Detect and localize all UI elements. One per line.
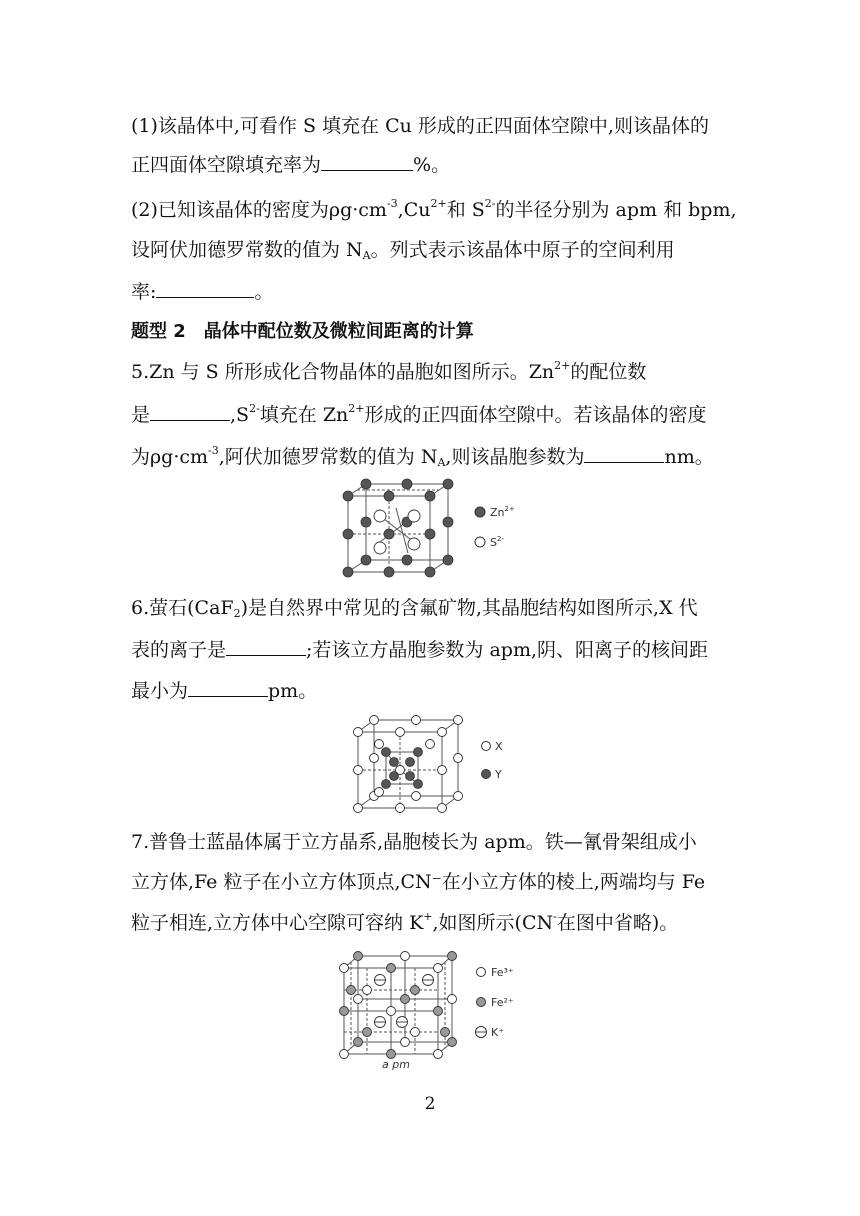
answer-blank[interactable] bbox=[156, 279, 254, 298]
svg-text:Fe²⁺: Fe²⁺ bbox=[491, 996, 514, 1009]
q7-line3: 粒子相连,立方体中心空隙可容纳 K+,如图所示(CN-在图中省略)。 bbox=[131, 910, 679, 934]
svg-text:K⁺: K⁺ bbox=[491, 1026, 505, 1039]
svg-text:X: X bbox=[495, 740, 503, 753]
svg-text:Y: Y bbox=[495, 768, 502, 781]
q4-part2-line1: (2)已知该晶体的密度为$\rho g\cdot cm^{-3},Cu^{2+}$和 $S^{2-}$的半径分别为 apm 和 bpm, bbox=[131, 197, 737, 221]
q5-line2: 是 $,S^{2-}$填充在 $Zn^{2+}$形成的正四面体空隙中。若该晶体的密度 bbox=[131, 402, 707, 426]
svg-text:Zn2+: $Zn^{2+}$ bbox=[490, 505, 515, 519]
zns-unit-cell-figure bbox=[336, 478, 536, 582]
x-legend-marker bbox=[482, 742, 491, 751]
fluorite-unit-cell-figure bbox=[348, 712, 528, 816]
svg-text:Fe³⁺: Fe³⁺ bbox=[491, 966, 514, 979]
q4-part1-line2: 正四面体空隙填充率为 %。 bbox=[131, 154, 451, 176]
page-number: 2 bbox=[424, 1094, 436, 1114]
q7-line2: 立方体,Fe 粒子在小立方体顶点,CN⁻在小立方体的棱上,两端均与 Fe bbox=[131, 871, 706, 893]
svg-text:a pm: a pm bbox=[382, 1058, 410, 1071]
q6-line1: 6.萤石(CaF$_2$)是自然界中常见的含氟矿物,其晶胞结构如图所示,X 代 bbox=[131, 597, 698, 620]
answer-blank[interactable] bbox=[188, 678, 268, 697]
q6-line3: 最小为 pm。 bbox=[131, 680, 318, 702]
answer-blank[interactable] bbox=[150, 402, 230, 421]
y-legend-marker bbox=[482, 770, 491, 779]
q4-part1-line1: (1)该晶体中,可看作 S 填充在 Cu 形成的正四面体空隙中,则该晶体的 bbox=[131, 115, 709, 137]
fe3-legend-marker bbox=[477, 968, 486, 977]
svg-text:S2-: $S^{2-}$ bbox=[490, 535, 504, 549]
q5-line3: 为$\rho g\cdot cm^{-3}$,阿伏加德罗常数的值为 $N_A$,则该晶胞参数为 nm。 bbox=[131, 444, 714, 469]
answer-blank[interactable] bbox=[226, 637, 306, 656]
q4-part2-line3: 率: 。 bbox=[131, 281, 274, 303]
answer-blank[interactable] bbox=[584, 444, 664, 463]
prussian-blue-unit-cell-figure bbox=[336, 950, 536, 1072]
s-legend-marker bbox=[475, 537, 485, 547]
q4-part2-line2: 设阿伏加德罗常数的值为 $N_A$。列式表示该晶体中原子的空间利用 bbox=[131, 239, 675, 262]
q7-line1: 7.普鲁士蓝晶体属于立方晶系,晶胞棱长为 apm。铁—氰骨架组成小 bbox=[131, 831, 697, 853]
answer-blank[interactable] bbox=[321, 152, 413, 171]
q6-line2: 表的离子是 ;若该立方晶胞参数为 apm,阴、阳离子的核间距 bbox=[131, 639, 709, 661]
zn-legend-marker bbox=[475, 507, 485, 517]
q5-line1: 5.Zn 与 S 所形成化合物晶体的晶胞如图所示。$Zn^{2+}$的配位数 bbox=[131, 359, 647, 383]
section-heading: 题型 2 晶体中配位数及微粒间距离的计算 bbox=[131, 321, 474, 342]
fe2-legend-marker bbox=[477, 998, 486, 1007]
